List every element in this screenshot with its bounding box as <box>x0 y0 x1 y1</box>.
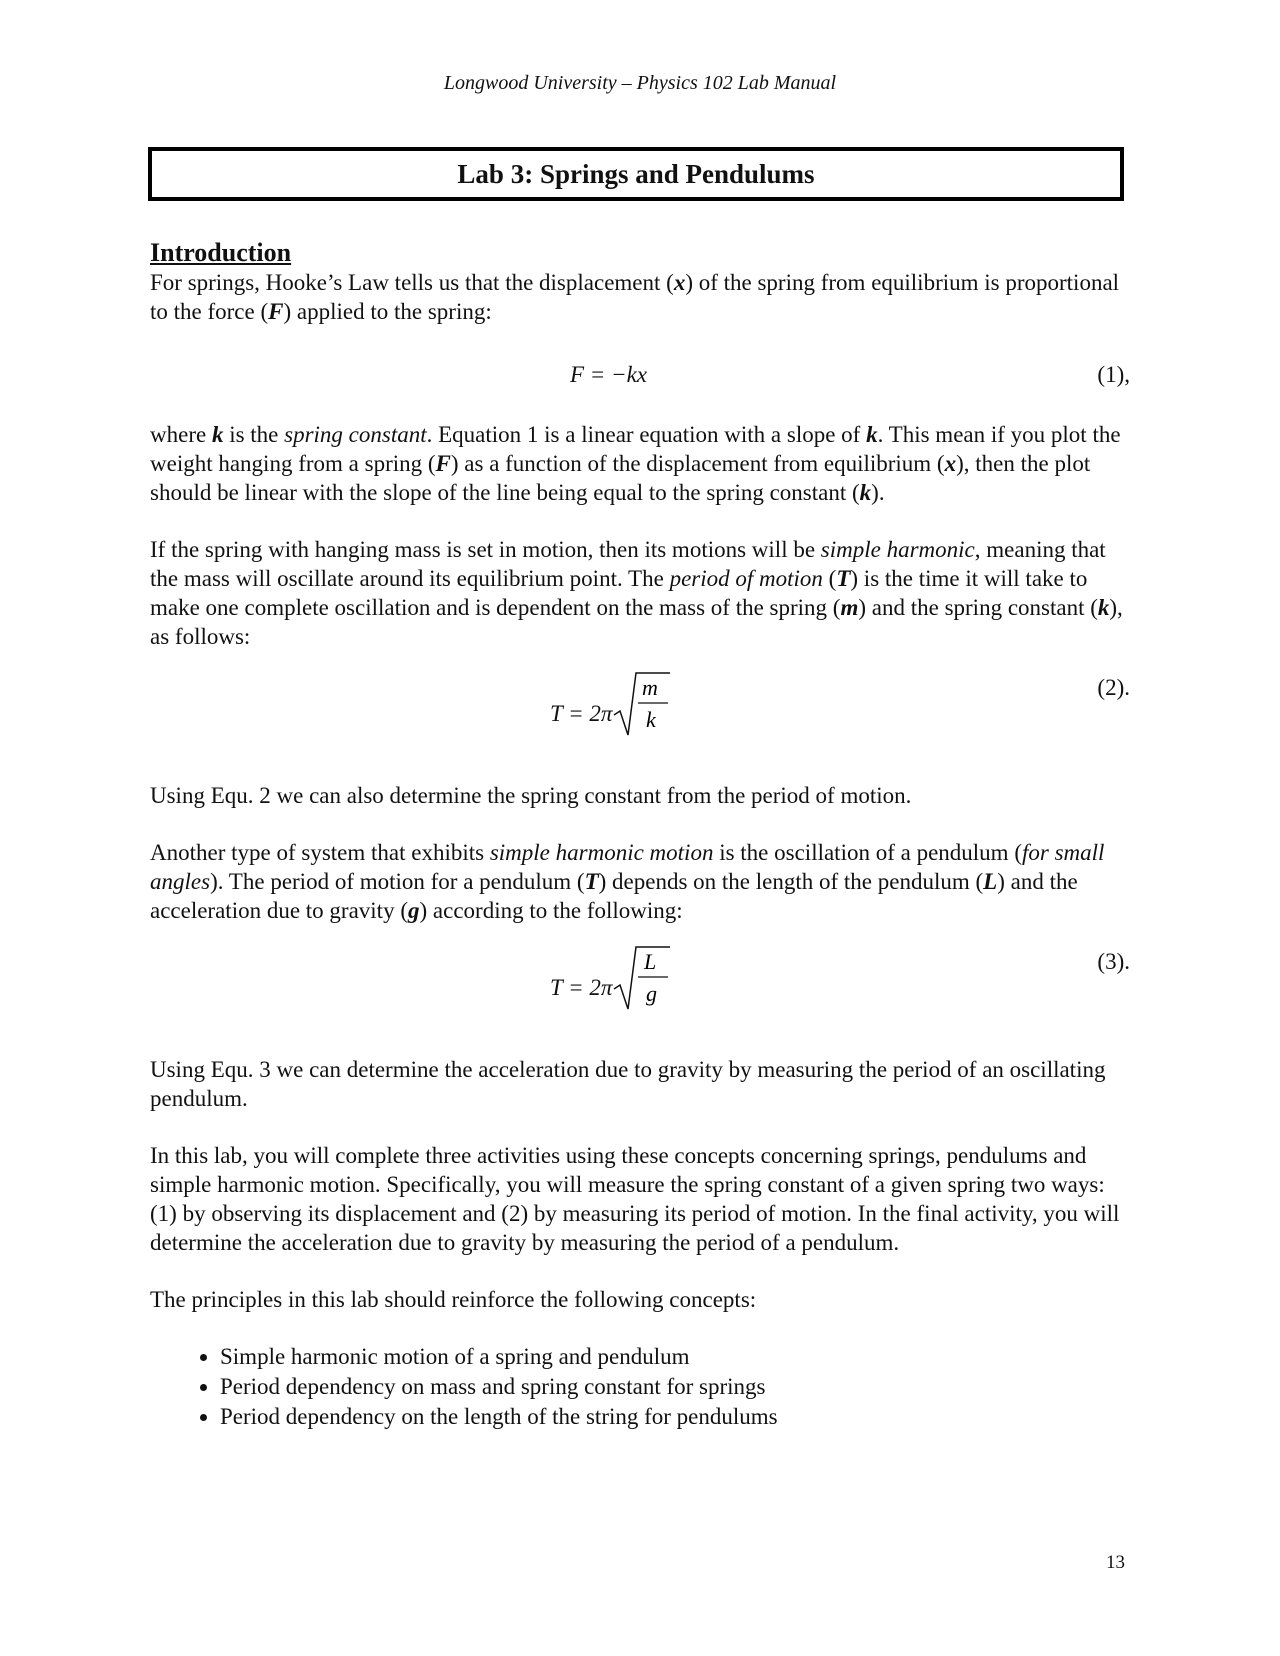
equation-2-lhs: T = 2π <box>550 701 613 726</box>
lab-title-box <box>148 147 1124 201</box>
paragraph-simple-harmonic: If the spring with hanging mass is set in motion, then its motions will be simple harmonic, meaning that the mass will oscillate around its equilibrium point. The period of motion (T) is the time it will take to make one complete oscillation and is dependent on the mass of the spring (m) and the spring constant (k), as follows: <box>150 537 1123 649</box>
paragraph-spring-constant: where k is the spring constant. Equation 1 is a linear equation with a slope of k. This mean if you plot the weight hanging from a spring (F) as a function of the displacement from equilibrium (x), then the plot should be linear with the slope of the line being equal to the spring constant (k). <box>150 422 1121 505</box>
paragraph-using-equ-3: Using Equ. 3 we can determine the acceleration due to gravity by measuring the period of an oscillating pendulum. <box>150 1057 1106 1111</box>
section-title-introduction: Introduction <box>150 238 292 267</box>
equation-3-denominator: g <box>646 981 657 1006</box>
equation-1-number: (1), <box>1097 362 1130 387</box>
main-content <box>150 238 1130 1432</box>
paragraph-using-equ-2: Using Equ. 2 we can also determine the spring constant from the period of motion. <box>150 783 912 808</box>
equation-3-lhs: T = 2π <box>550 975 613 1000</box>
equation-3 <box>150 943 1130 1033</box>
equation-2-denominator: k <box>646 707 656 732</box>
paragraph-pendulum: Another type of system that exhibits simple harmonic motion is the oscillation of a pendulum (for small angles). The period of motion for a pendulum (T) depends on the length of the pendulum (L) and the acceleration due to gravity (g) according to the following: <box>150 840 1105 923</box>
running-header: Longwood University – Physics 102 Lab Manual <box>443 72 837 94</box>
equation-3-number: (3). <box>1097 949 1130 974</box>
equation-3-radical <box>612 943 672 1013</box>
list-item: • Period dependency on the length of the string for pendulums <box>220 1402 1130 1431</box>
equation-3-numerator: L <box>644 949 657 974</box>
paragraph-hookes-law: For springs, Hooke’s Law tells us that the displacement (x) of the spring from equilibrium is proportional to the force (F) applied to the spring: <box>150 270 1120 324</box>
lab-title: Lab 3: Springs and Pendulums <box>457 158 815 189</box>
page-number: 13 <box>1106 1552 1125 1573</box>
concepts-list <box>150 1342 1130 1431</box>
equation-1-body: F = −kx <box>570 362 648 387</box>
paragraph-principles: The principles in this lab should reinforce the following concepts: <box>150 1287 757 1312</box>
equation-1 <box>150 354 1130 398</box>
list-item: • Period dependency on mass and spring constant for springs <box>220 1372 1130 1401</box>
list-item: • Simple harmonic motion of a spring and pendulum <box>220 1342 1130 1371</box>
equation-2-number: (2). <box>1097 675 1130 700</box>
equation-2 <box>150 669 1130 759</box>
paragraph-lab-overview: In this lab, you will complete three activities using these concepts concerning springs, pendulums and simple harmonic motion. Specifically, you will measure the spring constant of a given spring two ways: (1) by observing its displacement and (2) by measuring its period of motion. In the final activity, you will determine the acceleration due to gravity by measuring the period of a pendulum. <box>150 1143 1120 1255</box>
equation-2-numerator: m <box>642 675 658 700</box>
equation-2-radical <box>612 669 672 739</box>
